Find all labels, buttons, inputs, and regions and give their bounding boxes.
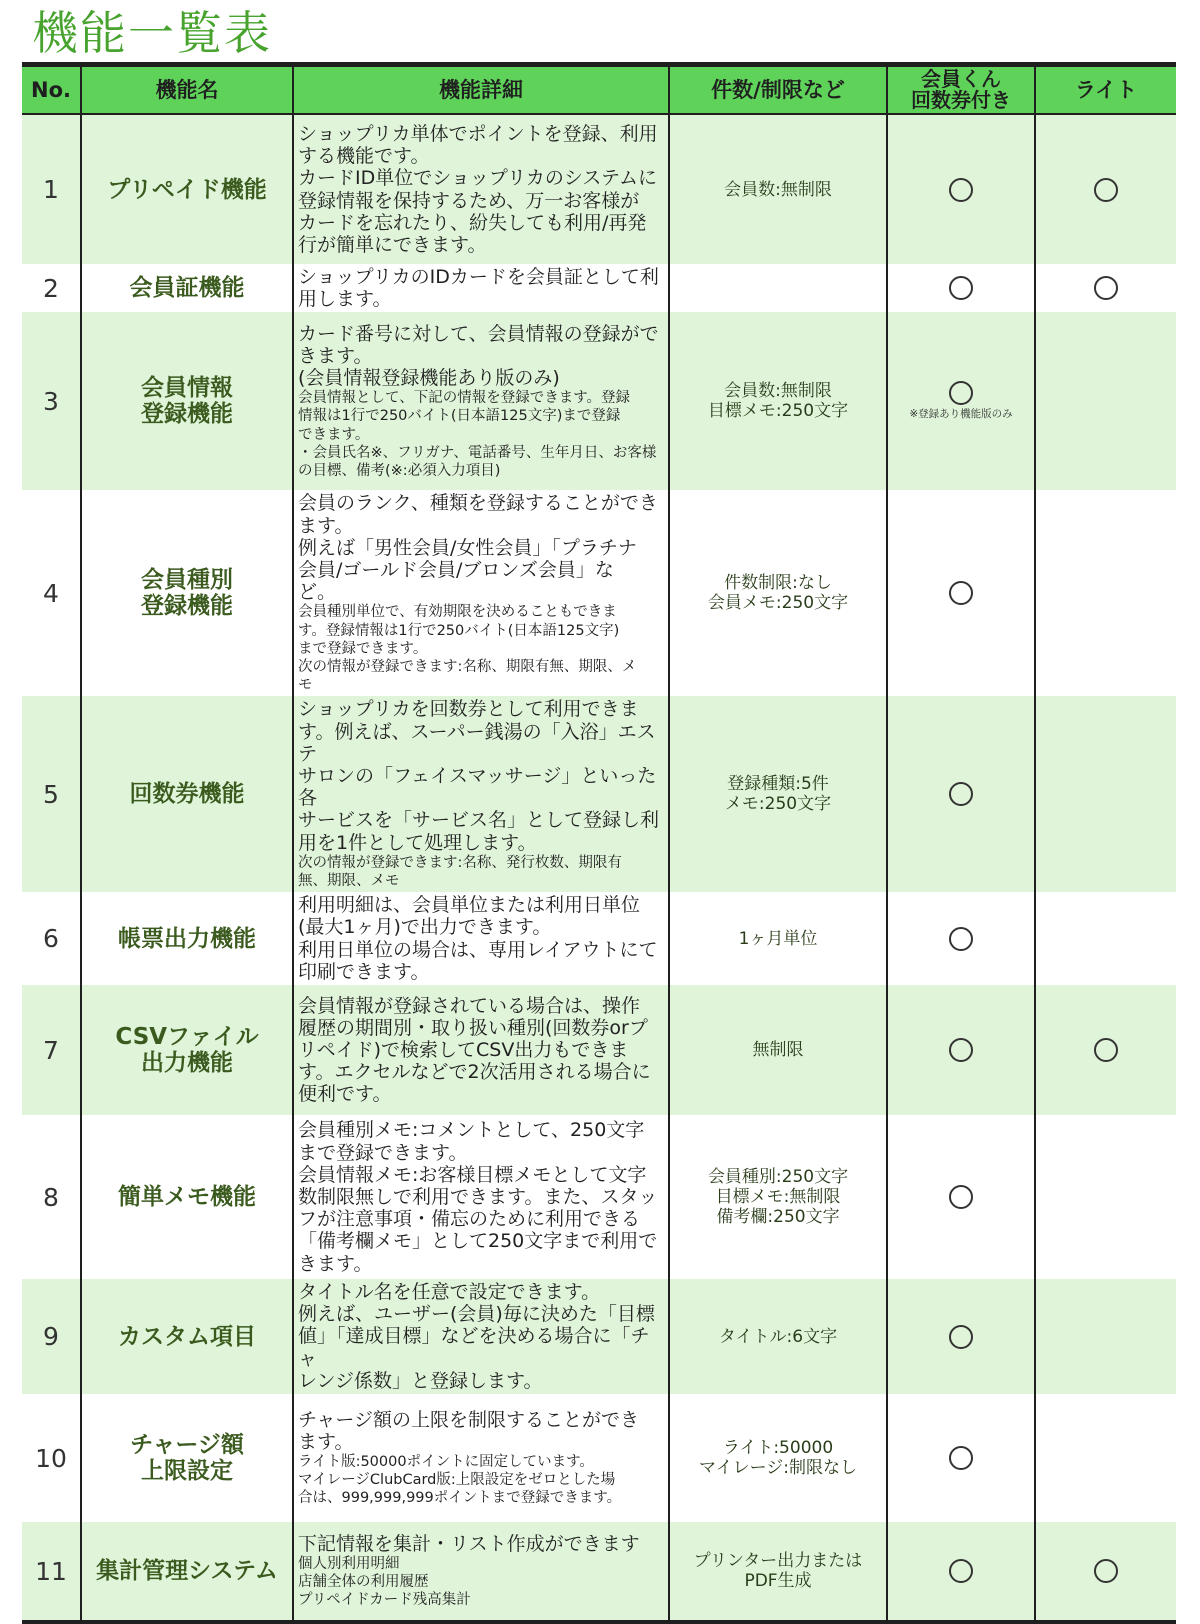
feature-table (22, 67, 1176, 1620)
detail-line: する機能です。 (298, 145, 430, 168)
feature-name-line: 出力機能 (141, 1050, 233, 1077)
feature-name-line: カスタム項目 (118, 1323, 256, 1350)
detail-line: タイトル名を任意で設定できます。 (298, 1281, 601, 1304)
detail-note-line: 無、期限、メモ (298, 873, 400, 890)
detail-line: 会員/ゴールド会員/ブロンズ会員」な (298, 559, 614, 582)
header-limit: 件数/制限など (669, 67, 887, 114)
feature-name (81, 264, 293, 312)
detail-note-line: できます。 (298, 426, 370, 443)
feature-detail (293, 312, 669, 490)
limit-line: 目標メモ:250文字 (707, 401, 849, 422)
detail-line: 利用日単位の場合は、専用レイアウトにて (298, 938, 658, 961)
available-circle-icon (949, 581, 973, 605)
detail-line: きます。 (298, 1252, 373, 1275)
limit-line: 会員数:無制限 (724, 179, 832, 200)
plan-kaiinkun-cell (887, 1279, 1035, 1394)
detail-line: 用します。 (298, 288, 392, 311)
feature-detail (293, 490, 669, 696)
available-circle-icon (949, 381, 973, 405)
feature-name (81, 1279, 293, 1394)
detail-line: 履歴の期間別・取り扱い種別(回数券orプ (298, 1016, 648, 1039)
row-number: 8 (43, 1182, 59, 1212)
detail-line: チャージ額の上限を制限することができ (298, 1408, 640, 1431)
detail-line: ます。 (298, 514, 354, 537)
limit-line: 件数制限:なし (724, 573, 832, 594)
detail-note-line: す。登録情報は1行で250バイト(日本語125文字) (298, 622, 620, 639)
detail-line: レンジ係数」と登録します。 (298, 1369, 543, 1392)
limit-line: 備考欄:250文字 (716, 1207, 840, 1228)
limit-line: ライト:50000 (722, 1438, 834, 1459)
detail-note-line: モ (298, 677, 313, 694)
feature-name-line: プリペイド機能 (107, 176, 267, 203)
feature-name (81, 696, 293, 892)
plan-lite-cell (1035, 1522, 1176, 1620)
header-plan-lite: ライト (1035, 67, 1176, 114)
detail-line: ショップリカを回数券として利用できま (298, 698, 639, 721)
detail-line: まで登録できます。 (298, 1141, 468, 1164)
feature-name (81, 490, 293, 696)
detail-line: カード番号に対して、会員情報の登録がで (298, 322, 659, 345)
detail-note-line: 次の情報が登録できます:名称、発行枚数、期限有 (298, 854, 622, 871)
detail-note-line: の目標、備考(※:必須入力項目) (298, 463, 501, 480)
feature-rows (22, 114, 1176, 1620)
detail-line: (最大1ヶ月)で出力できます。 (298, 916, 552, 939)
table-row (22, 490, 1176, 696)
feature-name (81, 892, 293, 985)
table-row (22, 264, 1176, 312)
feature-detail (293, 1394, 669, 1522)
feature-name (81, 1115, 293, 1279)
plan-kaiinkun-cell (887, 696, 1035, 892)
limit-line: メモ:250文字 (724, 794, 832, 815)
limit-line: プリンター出力または (693, 1551, 863, 1572)
available-circle-icon (949, 782, 973, 806)
detail-line: 下記情報を集計・リスト作成ができます (298, 1532, 640, 1555)
feature-name-line: 簡単メモ機能 (118, 1184, 256, 1211)
detail-line: 用を1件として処理します。 (298, 831, 537, 854)
detail-line: 例えば、ユーザー(会員)毎に決めた「目標 (298, 1303, 655, 1326)
feature-limit (669, 264, 887, 312)
feature-name-line: チャージ額 (130, 1432, 244, 1459)
row-number: 10 (35, 1443, 67, 1473)
plan-kaiinkun-cell (887, 114, 1035, 264)
limit-line: 会員メモ:250文字 (707, 593, 849, 614)
detail-line: 値」「達成目標」などを決める場合に「チャ (298, 1325, 650, 1370)
feature-name (81, 1394, 293, 1522)
detail-note-line: 会員種別単位で、有効期限を決めることもできま (298, 604, 617, 621)
row-number: 5 (22, 696, 81, 892)
feature-detail (293, 985, 669, 1115)
feature-name (81, 985, 293, 1115)
row-number: 4 (43, 578, 59, 608)
limit-line: 登録種類:5件 (727, 774, 829, 795)
plan-lite-cell (1035, 264, 1176, 312)
plan-kaiinkun-cell (887, 985, 1035, 1115)
table-row (22, 696, 1176, 892)
detail-line: きます。 (298, 344, 373, 367)
limit-line: マイレージ:制限なし (698, 1458, 858, 1479)
feature-name-line: 会員情報 (141, 375, 233, 402)
detail-line: 行が簡単にできます。 (298, 233, 487, 256)
feature-limit (669, 985, 887, 1115)
feature-name-line: 上限設定 (141, 1458, 233, 1485)
header-no: No. (22, 67, 81, 114)
table-row (22, 892, 1176, 985)
detail-note-line: ライト版:50000ポイントに固定しています。 (298, 1453, 594, 1470)
feature-limit (669, 1115, 887, 1279)
header-plan-kaiinkun (887, 67, 1035, 114)
feature-name-line: 会員種別 (141, 567, 233, 594)
feature-limit (669, 490, 887, 696)
detail-line: 会員情報が登録されている場合は、操作 (298, 994, 641, 1017)
detail-line: ショップリカ単体でポイントを登録、利用 (298, 122, 658, 145)
detail-note-line: 情報は1行で250バイト(日本語125文字)まで登録 (298, 408, 621, 425)
detail-line: 登録情報を保持するため、万一お客様が (298, 189, 640, 212)
table-row (22, 312, 1176, 490)
plan-kaiinkun-cell (887, 264, 1035, 312)
table-row (22, 1279, 1176, 1394)
header-plan-kaiinkun-line1: 会員くん (921, 67, 1001, 91)
detail-line: 会員のランク、種類を登録することができ (298, 492, 658, 515)
feature-detail (293, 1522, 669, 1620)
available-circle-icon (949, 276, 973, 300)
detail-line: サービスを「サービス名」として登録し利 (298, 809, 660, 832)
detail-note-line: ・会員氏名※、フリガナ、電話番号、生年月日、お客様 (298, 444, 657, 461)
available-circle-icon (949, 1325, 973, 1349)
row-number: 6 (43, 924, 59, 954)
detail-line: 例えば「男性会員/女性会員」「プラチナ (298, 536, 637, 559)
detail-line: フが注意事項・備忘のために利用できる (298, 1208, 641, 1231)
feature-name-line: 会員証機能 (129, 275, 245, 302)
feature-name-line: 回数券機能 (129, 781, 245, 808)
feature-limit (669, 114, 887, 264)
table-row (22, 1115, 1176, 1279)
plan-lite-cell (1035, 312, 1176, 490)
available-circle-icon (1094, 1559, 1118, 1583)
feature-name-line: 登録機能 (141, 593, 233, 620)
feature-detail (293, 264, 669, 312)
row-number: 2 (43, 273, 59, 303)
detail-line: ど。 (298, 581, 337, 604)
detail-line: ショップリカのIDカードを会員証として利 (298, 266, 659, 288)
plan-kaiinkun-cell (887, 1522, 1035, 1620)
row-number: 9 (22, 1279, 81, 1394)
plan-lite-cell (1035, 696, 1176, 892)
limit-line: 目標メモ:無制限 (715, 1187, 841, 1208)
plan-lite-cell (1035, 985, 1176, 1115)
detail-line: ます。 (298, 1430, 354, 1453)
detail-line: 「備考欄メモ」として250文字まで利用で (298, 1230, 658, 1253)
detail-line: リペイド)で検索してCSV出力もできま (298, 1038, 629, 1061)
detail-note-line: まで登録できます。 (298, 640, 428, 657)
available-circle-icon (949, 178, 973, 202)
plan-kaiinkun-cell (887, 1115, 1035, 1279)
plan-lite-cell (1035, 892, 1176, 985)
detail-line: 印刷できます。 (298, 960, 430, 983)
feature-table-wrapper (22, 62, 1176, 1624)
feature-detail (293, 114, 669, 264)
limit-line: 1ヶ月単位 (738, 928, 818, 949)
feature-name (81, 312, 293, 490)
limit-line: 無制限 (752, 1040, 804, 1061)
detail-note-line: 会員情報として、下記の情報を登録できます。登録 (298, 390, 631, 407)
table-row (22, 985, 1176, 1115)
limit-line: 会員種別:250文字 (707, 1167, 849, 1188)
plan-kaiinkun-cell (887, 312, 1035, 490)
feature-name-line: 登録機能 (141, 401, 233, 428)
plan-kaiinkun-cell (887, 490, 1035, 696)
detail-note-line: マイレージClubCard版:上限設定をゼロとした場 (298, 1472, 616, 1489)
limit-line: タイトル:6文字 (718, 1326, 838, 1347)
table-row (22, 1394, 1176, 1522)
feature-limit (669, 1394, 887, 1522)
row-number: 3 (22, 312, 81, 490)
detail-line: 数制限無しで利用できます。また、スタッ (298, 1185, 658, 1208)
plan-lite-cell (1035, 1115, 1176, 1279)
detail-note-line: 合は、999,999,999ポイントまで登録できます。 (298, 1490, 622, 1507)
detail-line: 会員種別メモ:コメントとして、250文字 (298, 1119, 645, 1142)
detail-line: (会員情報登録機能あり版のみ) (298, 367, 560, 389)
header-row (22, 67, 1176, 114)
plan-lite-cell (1035, 114, 1176, 264)
feature-name-line: CSVファイル (115, 1024, 259, 1051)
header-plan-kaiinkun-line2: 回数券付き (911, 88, 1011, 112)
table-row (22, 1522, 1176, 1620)
detail-line: 便利です。 (298, 1083, 392, 1106)
feature-name (81, 114, 293, 264)
detail-line: サロンの「フェイスマッサージ」といった各 (298, 765, 657, 810)
page-title: 機能一覧表 (32, 6, 272, 60)
plan-lite-cell (1035, 1279, 1176, 1394)
plan-note: ※登録あり機能版のみ (909, 408, 1013, 421)
feature-limit (669, 696, 887, 892)
feature-name (81, 1522, 293, 1620)
feature-name-line: 帳票出力機能 (118, 925, 256, 952)
feature-detail (293, 892, 669, 985)
detail-line: カードID単位でショップリカのシステムに (298, 167, 658, 190)
detail-note-line: プリペイドカード残高集計 (298, 1592, 471, 1609)
available-circle-icon (949, 1446, 973, 1470)
detail-line: す。例えば、スーパー銭湯の「入浴」エステ (298, 720, 656, 765)
header-feature-name: 機能名 (81, 67, 293, 114)
row-number: 7 (22, 985, 81, 1115)
detail-line: 利用明細は、会員単位または利用日単位 (298, 894, 641, 917)
feature-detail (293, 696, 669, 892)
plan-kaiinkun-cell (887, 892, 1035, 985)
feature-limit (669, 312, 887, 490)
feature-detail (293, 1279, 669, 1394)
available-circle-icon (949, 1185, 973, 1209)
detail-note-line: 個人別利用明細 (298, 1555, 400, 1572)
table-row (22, 114, 1176, 264)
available-circle-icon (949, 927, 973, 951)
detail-line: カードを忘れたり、紛失しても利用/再発 (298, 211, 647, 234)
limit-line: 会員数:無制限 (724, 381, 832, 402)
limit-line: PDF生成 (744, 1571, 812, 1592)
available-circle-icon (1094, 1038, 1118, 1062)
available-circle-icon (1094, 276, 1118, 300)
plan-lite-cell (1035, 490, 1176, 696)
plan-lite-cell (1035, 1394, 1176, 1522)
feature-detail (293, 1115, 669, 1279)
feature-name-line: 集計管理システム (96, 1558, 278, 1585)
feature-limit (669, 1522, 887, 1620)
available-circle-icon (949, 1038, 973, 1062)
available-circle-icon (1094, 178, 1118, 202)
feature-limit (669, 1279, 887, 1394)
header-feature-detail: 機能詳細 (293, 67, 669, 114)
detail-line: す。エクセルなどで2次活用される場合に (298, 1061, 651, 1084)
plan-kaiinkun-cell (887, 1394, 1035, 1522)
feature-limit (669, 892, 887, 985)
detail-note-line: 店舗全体の利用履歴 (298, 1574, 429, 1591)
detail-note-line: 次の情報が登録できます:名称、期限有無、期限、メ (298, 659, 637, 676)
row-number: 1 (22, 114, 81, 264)
available-circle-icon (949, 1559, 973, 1583)
detail-line: 会員情報メモ:お客様目標メモとして文字 (298, 1163, 647, 1186)
row-number: 11 (22, 1522, 81, 1620)
